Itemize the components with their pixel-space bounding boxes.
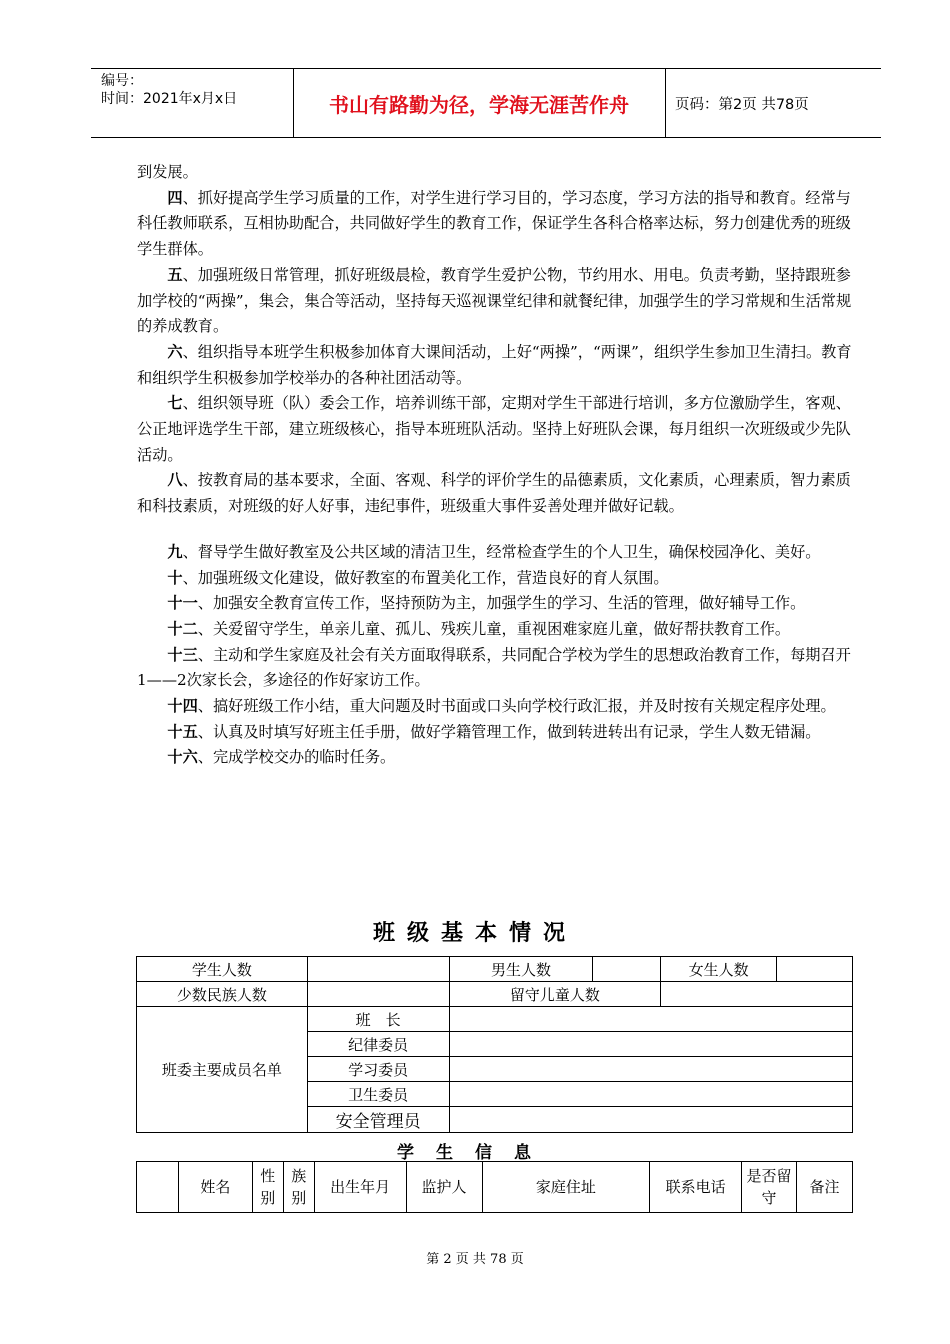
header-motto: 书山有路勤为径，学海无涯苦作舟 (329, 92, 629, 117)
paragraph-text: 、主动和学生家庭及社会有关方面取得联系，共同配合学校为学生的思想政治教育工作，每期召开1——2次家长会，多途径的作好家访工作。 (137, 645, 851, 690)
paragraph (137, 720, 852, 746)
committee-member-value[interactable] (449, 1107, 852, 1133)
paragraph-text: 、加强安全教育宣传工作，坚持预防为主，加强学生的学习、生活的管理，做好辅导工作。 (197, 594, 806, 613)
committee-member-value[interactable] (449, 1082, 852, 1107)
paragraph-number: 十一 (167, 594, 198, 613)
paragraph (137, 263, 852, 340)
table-row (137, 982, 853, 1007)
male-count-value[interactable] (593, 957, 661, 982)
paragraph (137, 745, 852, 771)
paragraph-number: 十二 (167, 619, 198, 638)
female-count-value[interactable] (777, 957, 853, 982)
col-header-name: 姓名 (178, 1162, 252, 1213)
page-header (91, 68, 881, 138)
col-header-address: 家庭住址 (482, 1162, 650, 1213)
student-count-label: 学生人数 (137, 957, 308, 982)
class-info-table (136, 956, 853, 1133)
committee-member-value[interactable] (449, 1032, 852, 1057)
female-count-label: 女生人数 (661, 957, 777, 982)
paragraph-text: 、关爱留守学生，单亲儿童、孤儿、残疾儿童，重视困难家庭儿童，做好帮扶教育工作。 (197, 619, 791, 638)
col-header-guardian: 监护人 (406, 1162, 482, 1213)
table-header-row (137, 1162, 853, 1213)
paragraph-number: 十 (167, 568, 183, 587)
paragraph-text: 、按教育局的基本要求，全面、客观、科学的评价学生的品德素质，文化素质，心理素质，智力素质和科技素质，对班级的好人好事，违纪事件，班级重大事件妥善处理并做好记载。 (137, 471, 851, 516)
header-time: 时间：2021年x月x日 (101, 91, 238, 107)
paragraph (137, 540, 852, 566)
header-number: 编号： (101, 73, 143, 89)
paragraph (137, 391, 852, 468)
paragraph (137, 591, 852, 617)
minority-count-value[interactable] (307, 982, 449, 1007)
paragraph (137, 643, 852, 694)
committee-role: 卫生委员 (307, 1082, 449, 1107)
male-count-label: 男生人数 (449, 957, 593, 982)
student-info-table (136, 1161, 853, 1213)
committee-role: 学习委员 (307, 1057, 449, 1082)
paragraph-text: 、加强班级文化建设，做好教室的布置美化工作，营造良好的育人氛围。 (182, 568, 669, 587)
paragraph-number: 七 (167, 394, 183, 413)
header-page-info: 页码：第2页 共78页 (675, 96, 809, 113)
paragraph-number: 十四 (167, 697, 198, 716)
paragraph-text: 、组织领导班（队）委会工作，培养训练干部，定期对学生干部进行培训，多方位激励学生，客观、公正地评选学生干部，建立班级核心，指导本班班队活动。坚持上好班队会课，每月组织一次班级或少先队活动。 (137, 394, 851, 464)
committee-role: 安全管理员 (307, 1107, 449, 1133)
paragraph-text: 、加强班级日常管理，抓好班级晨检，教育学生爱护公物，节约用水、用电。负责考勤，坚持跟班参加学校的“两操”，集会，集合等活动，坚持每天巡视课堂纪律和就餐纪律，加强学生的学习常规和生活常规的养成教育。 (137, 265, 852, 336)
paragraph-number: 八 (167, 471, 183, 490)
paragraph-text: 、督导学生做好教室及公共区域的清洁卫生，经常检查学生的个人卫生，确保校园净化、美好。 (182, 542, 821, 561)
paragraph-number: 九 (167, 542, 183, 561)
committee-role: 纪律委员 (307, 1032, 449, 1057)
paragraph (137, 566, 852, 592)
table-row (137, 1007, 853, 1032)
col-header-remarks: 备注 (797, 1162, 853, 1213)
paragraph (137, 617, 852, 643)
body-text (137, 160, 852, 771)
col-header-phone: 联系电话 (650, 1162, 742, 1213)
committee-member-value[interactable] (449, 1007, 852, 1032)
paragraph-text: 、完成学校交办的临时任务。 (197, 748, 396, 767)
paragraph-text: 、组织指导本班学生积极参加体育大课间活动，上好“两操”，“两课”，组织学生参加卫生清扫。教育和组织学生积极参加学校举办的各种社团活动等。 (137, 342, 852, 387)
col-header-left-behind: 是否留守 (742, 1162, 797, 1213)
paragraph (137, 468, 852, 519)
paragraph-number: 十五 (167, 722, 198, 741)
paragraph (137, 694, 852, 720)
paragraph-number: 十六 (167, 748, 198, 767)
col-header-ethnicity: 族别 (283, 1162, 314, 1213)
class-info-title: 班级基本情况 (372, 921, 577, 946)
col-header-birth: 出生年月 (314, 1162, 406, 1213)
paragraph (137, 160, 852, 186)
page-footer: 第 2 页 共 78 页 (426, 1252, 524, 1267)
paragraph-text: 到发展。 (137, 163, 198, 181)
header-divider (665, 69, 666, 137)
committee-member-value[interactable] (449, 1057, 852, 1082)
committee-role: 班 长 (307, 1007, 449, 1032)
left-behind-count-value[interactable] (661, 982, 853, 1007)
paragraph-gap (137, 520, 852, 540)
student-info-title: 学生信息 (397, 1143, 553, 1163)
header-meta (101, 72, 237, 108)
paragraph (137, 340, 852, 391)
paragraph (137, 186, 852, 263)
committee-label: 班委主要成员名单 (137, 1007, 308, 1133)
left-behind-count-label: 留守儿童人数 (449, 982, 661, 1007)
paragraph-number: 六 (167, 342, 183, 361)
paragraph-number: 四 (167, 188, 183, 207)
table-row (137, 957, 853, 982)
col-header-gender: 性别 (252, 1162, 283, 1213)
paragraph-text: 、认真及时填写好班主任手册，做好学籍管理工作，做到转进转出有记录，学生人数无错漏。 (197, 722, 821, 741)
col-header-index (137, 1162, 179, 1213)
student-count-value[interactable] (307, 957, 449, 982)
paragraph-text: 、抓好提高学生学习质量的工作，对学生进行学习目的，学习态度，学习方法的指导和教育。经常与科任教师联系，互相协助配合，共同做好学生的教育工作，保证学生各科合格率达标，努力创建优秀的班级学生群体。 (137, 188, 851, 259)
minority-count-label: 少数民族人数 (137, 982, 308, 1007)
paragraph-number: 五 (167, 265, 183, 284)
paragraph-text: 、搞好班级工作小结，重大问题及时书面或口头向学校行政汇报，并及时按有关规定程序处理。 (197, 697, 836, 716)
paragraph-number: 十三 (167, 645, 198, 664)
